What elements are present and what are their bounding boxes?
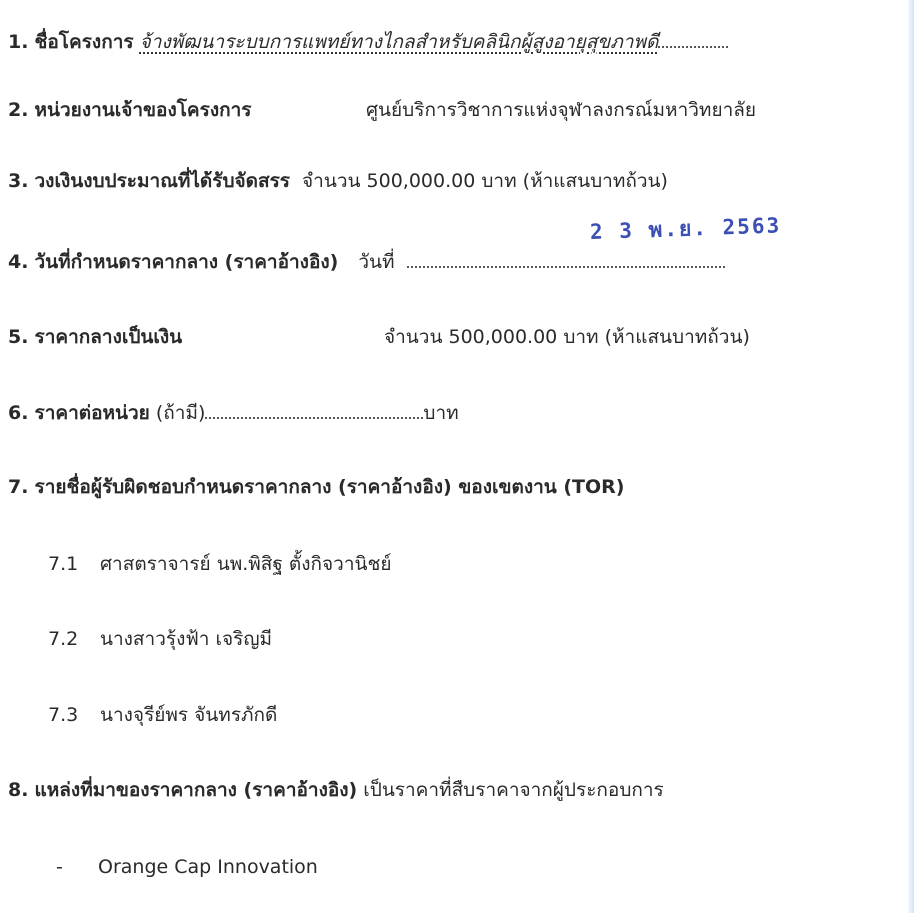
item-median-price	[8, 322, 908, 352]
project-name-value: จ้างพัฒนาระบบการแพทย์ทางไกลสำหรับคลินิกผู้สูงอายุสุขภาพดี	[139, 31, 659, 53]
median-price-value: จำนวน 500,000.00 บาท (ห้าแสนบาทถ้วน)	[384, 326, 750, 348]
item-number: 2.	[8, 99, 29, 121]
item-label: วงเงินงบประมาณที่ได้รับจัดสรร	[34, 170, 290, 192]
item-number: 1.	[8, 31, 29, 53]
committee-name: นางจุรีย์พร จันทรภักดี	[100, 704, 278, 726]
item-owner-agency	[8, 95, 908, 125]
item-budget	[8, 166, 668, 196]
item-number: 6.	[8, 402, 29, 424]
item-label: ราคากลางเป็นเงิน	[34, 326, 183, 348]
scan-edge-strip	[908, 0, 914, 913]
unit-price-optional: (ถ้ามี)	[155, 402, 206, 424]
committee-member	[48, 624, 272, 654]
item-number: 3.	[8, 170, 29, 192]
item-committee	[8, 472, 624, 502]
item-label: แหล่งที่มาของราคากลาง (ราคาอ้างอิง)	[34, 779, 358, 801]
committee-name: ศาสตราจารย์ นพ.พิสิฐ ตั้งกิจวานิชย์	[100, 553, 392, 575]
date-stamp: 2 3 พ.ย. 2563	[589, 213, 782, 244]
committee-member	[48, 549, 392, 579]
source-name: Orange Cap Innovation	[98, 856, 318, 878]
committee-number: 7.3	[48, 704, 79, 726]
dotted-fill-line	[407, 246, 725, 268]
item-label: ราคาต่อหน่วย	[34, 402, 150, 424]
item-number: 7.	[8, 476, 29, 498]
date-prefix: วันที่	[358, 251, 395, 273]
item-label: หน่วยงานเจ้าของโครงการ	[34, 99, 252, 121]
committee-number: 7.2	[48, 628, 79, 650]
item-label: วันที่กำหนดราคากลาง (ราคาอ้างอิง)	[34, 251, 339, 273]
committee-number: 7.1	[48, 553, 79, 575]
budget-value: จำนวน 500,000.00 บาท (ห้าแสนบาทถ้วน)	[302, 170, 668, 192]
item-label: ชื่อโครงการ	[34, 31, 134, 53]
unit-price-currency: บาท	[423, 402, 459, 424]
committee-name: นางสาวรุ้งฟ้า เจริญมี	[100, 628, 273, 650]
source-bullet: -	[56, 856, 63, 878]
committee-member	[48, 700, 277, 730]
item-unit-price	[8, 397, 459, 428]
item-price-source	[8, 775, 664, 805]
price-source-value: เป็นราคาที่สืบราคาจากผู้ประกอบการ	[363, 779, 664, 801]
item-number: 8.	[8, 779, 29, 801]
source-item	[56, 852, 318, 882]
item-number: 5.	[8, 326, 29, 348]
dotted-fill-line	[205, 397, 423, 419]
item-project-name	[8, 26, 728, 57]
item-reference-date	[8, 246, 725, 277]
dotted-fill-line	[658, 26, 728, 48]
owner-agency-value: ศูนย์บริการวิชาการแห่งจุฬาลงกรณ์มหาวิทยาลัย	[366, 99, 757, 121]
item-number: 4.	[8, 251, 29, 273]
item-label: รายชื่อผู้รับผิดชอบกำหนดราคากลาง (ราคาอ้างอิง) ของเขตงาน (TOR)	[34, 476, 625, 498]
